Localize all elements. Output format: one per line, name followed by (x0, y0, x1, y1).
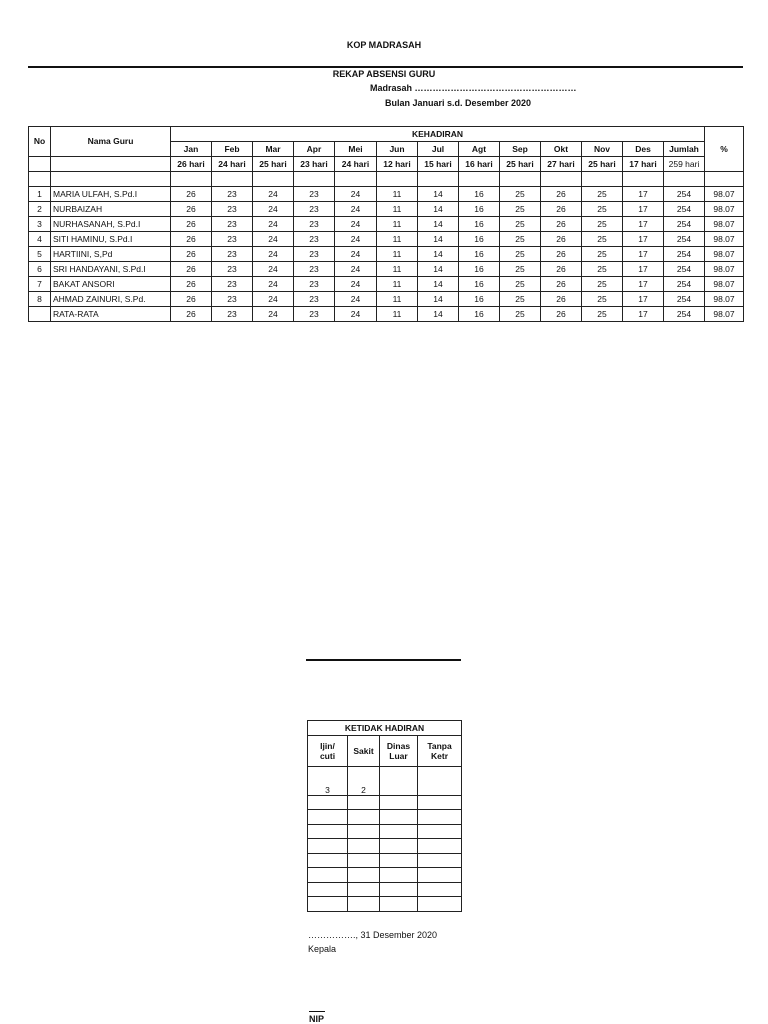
row-pct: 98.07 (705, 292, 744, 307)
row-value: 23 (212, 187, 253, 202)
days-header: 17 hari (623, 157, 664, 172)
absence-cell (380, 810, 418, 825)
absence-cell (418, 839, 462, 854)
absence-cell (418, 766, 462, 795)
row-no: 7 (29, 277, 51, 292)
row-pct: 98.07 (705, 247, 744, 262)
row-value: 26 (541, 262, 582, 277)
row-value: 25 (500, 307, 541, 322)
col-pct-header: % (705, 127, 744, 172)
days-row (29, 157, 744, 172)
row-value: 26 (541, 202, 582, 217)
footer-nip: NIP (309, 1014, 325, 1024)
absence-cell (308, 795, 348, 810)
row-name: SITI HAMINU, S.Pd.I (51, 232, 171, 247)
row-value: 24 (335, 247, 377, 262)
row-no: 3 (29, 217, 51, 232)
row-value: 23 (294, 307, 335, 322)
row-value: 16 (459, 232, 500, 247)
absence-cell (418, 824, 462, 839)
row-value: 25 (582, 232, 623, 247)
absence-cell (348, 853, 380, 868)
absence-cell (418, 810, 462, 825)
absence-cell (380, 868, 418, 883)
absence-title: KETIDAK HADIRAN (308, 721, 462, 736)
header-row-1 (29, 127, 744, 142)
row-value: 16 (459, 292, 500, 307)
row-value: 17 (623, 217, 664, 232)
row-value: 14 (418, 307, 459, 322)
days-header: 23 hari (294, 157, 335, 172)
row-value: 11 (377, 202, 418, 217)
table-row (29, 292, 744, 307)
row-value: 11 (377, 217, 418, 232)
row-no: 2 (29, 202, 51, 217)
row-no: 5 (29, 247, 51, 262)
row-value: 16 (459, 247, 500, 262)
row-value: 17 (623, 232, 664, 247)
row-value: 25 (500, 277, 541, 292)
absence-cell (308, 824, 348, 839)
row-value: 24 (253, 262, 294, 277)
row-name: MARIA ULFAH, S.Pd.I (51, 187, 171, 202)
row-value: 17 (623, 262, 664, 277)
row-value: 23 (294, 232, 335, 247)
row-value: 14 (418, 262, 459, 277)
kehadiran-header: KEHADIRAN (171, 127, 705, 142)
absence-cell (380, 839, 418, 854)
row-value: 24 (253, 247, 294, 262)
row-value: 25 (582, 187, 623, 202)
row-value: 17 (623, 202, 664, 217)
blank-cell (51, 157, 171, 172)
row-value: 14 (418, 292, 459, 307)
absence-cell (380, 766, 418, 795)
row-value: 24 (253, 187, 294, 202)
row-value: 26 (541, 232, 582, 247)
absence-cell (348, 795, 380, 810)
row-value: 23 (212, 277, 253, 292)
row-value: 17 (623, 187, 664, 202)
row-no: 1 (29, 187, 51, 202)
absence-table (307, 720, 462, 912)
days-header: 25 hari (253, 157, 294, 172)
row-value: 26 (171, 307, 212, 322)
absence-col-header (348, 735, 380, 766)
absence-row (308, 882, 462, 897)
month-header: Jun (377, 142, 418, 157)
days-header: 12 hari (377, 157, 418, 172)
blank-cell (705, 172, 744, 187)
blank-cell (171, 172, 212, 187)
absence-header-row (308, 735, 462, 766)
absence-cell (308, 897, 348, 912)
row-value: 25 (582, 217, 623, 232)
row-value: 23 (294, 262, 335, 277)
absence-cell (418, 853, 462, 868)
table-row (29, 247, 744, 262)
row-value: 23 (294, 277, 335, 292)
table-row (29, 187, 744, 202)
row-name: HARTIINI, S,Pd (51, 247, 171, 262)
row-pct: 98.07 (705, 217, 744, 232)
row-value: 254 (664, 187, 705, 202)
absence-cell (418, 795, 462, 810)
month-header: Sep (500, 142, 541, 157)
row-value: 24 (253, 232, 294, 247)
row-value: 16 (459, 262, 500, 277)
blank-cell (294, 172, 335, 187)
row-name: NURBAIZAH (51, 202, 171, 217)
table-row (29, 202, 744, 217)
row-value: 26 (541, 277, 582, 292)
row-value: 254 (664, 307, 705, 322)
row-value: 14 (418, 187, 459, 202)
row-value: 17 (623, 307, 664, 322)
period-line: Bulan Januari s.d. Desember 2020 (385, 98, 532, 108)
absence-row (308, 766, 462, 795)
absence-cell (308, 868, 348, 883)
month-header: Okt (541, 142, 582, 157)
document-title: REKAP ABSENSI GURU (332, 69, 436, 79)
row-value: 25 (500, 187, 541, 202)
row-value: 26 (541, 187, 582, 202)
row-name: NURHASANAH, S.Pd.I (51, 217, 171, 232)
row-value: 14 (418, 277, 459, 292)
row-value: 23 (212, 202, 253, 217)
row-value: 26 (171, 292, 212, 307)
absence-cell (348, 882, 380, 897)
row-value: 26 (171, 202, 212, 217)
row-value: 254 (664, 202, 705, 217)
col-name-header: Nama Guru (51, 127, 171, 157)
blank-cell (459, 172, 500, 187)
row-value: 24 (335, 217, 377, 232)
month-header: Jumlah (664, 142, 705, 157)
row-value: 254 (664, 277, 705, 292)
row-value: 254 (664, 232, 705, 247)
row-name: BAKAT ANSORI (51, 277, 171, 292)
days-header: 15 hari (418, 157, 459, 172)
row-pct: 98.07 (705, 277, 744, 292)
blank-cell (500, 172, 541, 187)
absence-cell (418, 897, 462, 912)
row-value: 11 (377, 307, 418, 322)
row-value: 17 (623, 277, 664, 292)
header-line: Dinas (386, 740, 411, 751)
days-header: 24 hari (335, 157, 377, 172)
row-value: 16 (459, 307, 500, 322)
days-header: 16 hari (459, 157, 500, 172)
absence-cell (380, 882, 418, 897)
absence-row (308, 853, 462, 868)
blank-cell (51, 172, 171, 187)
row-value: 24 (335, 307, 377, 322)
row-name: RATA-RATA (51, 307, 171, 322)
row-value: 24 (335, 292, 377, 307)
row-value: 26 (171, 277, 212, 292)
month-header: Jul (418, 142, 459, 157)
month-header: Agt (459, 142, 500, 157)
row-value: 14 (418, 247, 459, 262)
header-line: Luar (389, 750, 408, 761)
row-value: 24 (253, 202, 294, 217)
absence-row (308, 839, 462, 854)
absence-cell (418, 868, 462, 883)
row-value: 14 (418, 232, 459, 247)
absence-cell (380, 897, 418, 912)
spacer-row (29, 172, 744, 187)
absence-cell (348, 839, 380, 854)
absence-row (308, 868, 462, 883)
row-value: 16 (459, 187, 500, 202)
row-value: 11 (377, 187, 418, 202)
row-value: 23 (212, 217, 253, 232)
absence-cell (348, 897, 380, 912)
days-header: 26 hari (171, 157, 212, 172)
row-pct: 98.07 (705, 262, 744, 277)
row-value: 254 (664, 217, 705, 232)
row-value: 23 (212, 292, 253, 307)
row-value: 24 (335, 187, 377, 202)
row-value: 24 (253, 307, 294, 322)
row-value: 25 (582, 277, 623, 292)
row-value: 25 (582, 262, 623, 277)
days-header: 27 hari (541, 157, 582, 172)
row-value: 26 (541, 292, 582, 307)
row-value: 11 (377, 292, 418, 307)
row-value: 25 (500, 292, 541, 307)
row-value: 23 (212, 232, 253, 247)
row-value: 26 (171, 187, 212, 202)
days-header: 25 hari (582, 157, 623, 172)
month-header: Apr (294, 142, 335, 157)
row-value: 23 (294, 247, 335, 262)
row-value: 26 (171, 232, 212, 247)
row-value: 25 (582, 202, 623, 217)
row-value: 11 (377, 232, 418, 247)
row-pct: 98.07 (705, 307, 744, 322)
row-value: 254 (664, 292, 705, 307)
absence-title-row (308, 721, 462, 736)
month-header: Nov (582, 142, 623, 157)
row-value: 23 (212, 262, 253, 277)
row-value: 26 (171, 247, 212, 262)
month-header: Mar (253, 142, 294, 157)
footer-role: Kepala (308, 944, 337, 954)
row-value: 254 (664, 247, 705, 262)
row-value: 254 (664, 262, 705, 277)
row-no: 4 (29, 232, 51, 247)
row-value: 25 (582, 292, 623, 307)
blank-cell (664, 172, 705, 187)
row-value: 24 (253, 292, 294, 307)
row-value: 11 (377, 277, 418, 292)
row-no: 6 (29, 262, 51, 277)
table-row (29, 277, 744, 292)
kop-madrasah: KOP MADRASAH (346, 40, 422, 50)
days-header: 25 hari (500, 157, 541, 172)
absence-cell (380, 795, 418, 810)
row-value: 24 (335, 262, 377, 277)
row-value: 11 (377, 262, 418, 277)
row-value: 25 (582, 307, 623, 322)
month-header: Des (623, 142, 664, 157)
blank-cell (377, 172, 418, 187)
blank-cell (582, 172, 623, 187)
blank-cell (29, 172, 51, 187)
month-header: Mei (335, 142, 377, 157)
table-row (29, 217, 744, 232)
row-value: 26 (171, 262, 212, 277)
month-header: Feb (212, 142, 253, 157)
table-row (29, 232, 744, 247)
header-line: Ijin/ (320, 740, 335, 751)
row-value: 24 (335, 277, 377, 292)
absence-col-header (418, 735, 462, 766)
row-value: 26 (541, 307, 582, 322)
absence-row (308, 795, 462, 810)
row-value: 16 (459, 202, 500, 217)
nip-line (309, 1011, 325, 1012)
row-value: 24 (335, 202, 377, 217)
row-value: 23 (212, 247, 253, 262)
row-value: 24 (335, 232, 377, 247)
row-pct: 98.07 (705, 232, 744, 247)
row-value: 16 (459, 277, 500, 292)
absence-cell (308, 839, 348, 854)
absence-cell (348, 810, 380, 825)
row-pct: 98.07 (705, 202, 744, 217)
absence-cell (348, 824, 380, 839)
blank-cell (253, 172, 294, 187)
header-line: Ketr (431, 750, 449, 761)
absence-cell (308, 853, 348, 868)
col-no-header: No (29, 127, 51, 157)
row-value: 24 (253, 217, 294, 232)
month-header: Jan (171, 142, 212, 157)
row-value: 14 (418, 217, 459, 232)
absence-row (308, 810, 462, 825)
row-value: 25 (582, 247, 623, 262)
table-row (29, 262, 744, 277)
row-value: 23 (294, 202, 335, 217)
row-value: 17 (623, 247, 664, 262)
blank-cell (623, 172, 664, 187)
header-line: Sakit (353, 745, 374, 756)
row-value: 25 (500, 232, 541, 247)
header-line: cuti (319, 750, 336, 761)
footer-date: ……………., 31 Desember 2020 (308, 930, 438, 940)
row-value: 11 (377, 247, 418, 262)
blank-cell (335, 172, 377, 187)
row-value: 25 (500, 262, 541, 277)
absence-cell (348, 868, 380, 883)
row-name: SRI HANDAYANI, S.Pd.I (51, 262, 171, 277)
row-value: 26 (541, 247, 582, 262)
row-value: 24 (253, 277, 294, 292)
row-value: 25 (500, 217, 541, 232)
row-value: 26 (541, 217, 582, 232)
row-name: AHMAD ZAINURI, S.Pd. (51, 292, 171, 307)
row-pct: 98.07 (705, 187, 744, 202)
absence-col-header (380, 735, 418, 766)
row-no (29, 307, 51, 322)
absence-cell: 2 (348, 766, 380, 795)
row-value: 14 (418, 202, 459, 217)
header-line: Tanpa (427, 740, 452, 751)
row-value: 23 (294, 217, 335, 232)
absence-col-header (308, 735, 348, 766)
absence-cell: 3 (308, 766, 348, 795)
absence-row (308, 824, 462, 839)
signature-line (306, 659, 461, 661)
absence-cell (308, 810, 348, 825)
blank-cell (418, 172, 459, 187)
absence-cell (380, 824, 418, 839)
absence-cell (418, 882, 462, 897)
attendance-table (28, 126, 744, 322)
row-value: 23 (212, 307, 253, 322)
row-no: 8 (29, 292, 51, 307)
row-value: 23 (294, 292, 335, 307)
row-value: 16 (459, 217, 500, 232)
absence-cell (380, 853, 418, 868)
header-divider (28, 66, 743, 68)
absence-cell (308, 882, 348, 897)
days-header: 259 hari (664, 157, 705, 172)
row-value: 17 (623, 292, 664, 307)
blank-cell (29, 157, 51, 172)
row-value: 25 (500, 202, 541, 217)
days-header: 24 hari (212, 157, 253, 172)
blank-cell (212, 172, 253, 187)
table-row (29, 307, 744, 322)
row-value: 25 (500, 247, 541, 262)
madrasah-line: Madrasah ……………………………………………… (370, 83, 577, 93)
absence-row (308, 897, 462, 912)
row-value: 26 (171, 217, 212, 232)
row-value: 23 (294, 187, 335, 202)
blank-cell (541, 172, 582, 187)
